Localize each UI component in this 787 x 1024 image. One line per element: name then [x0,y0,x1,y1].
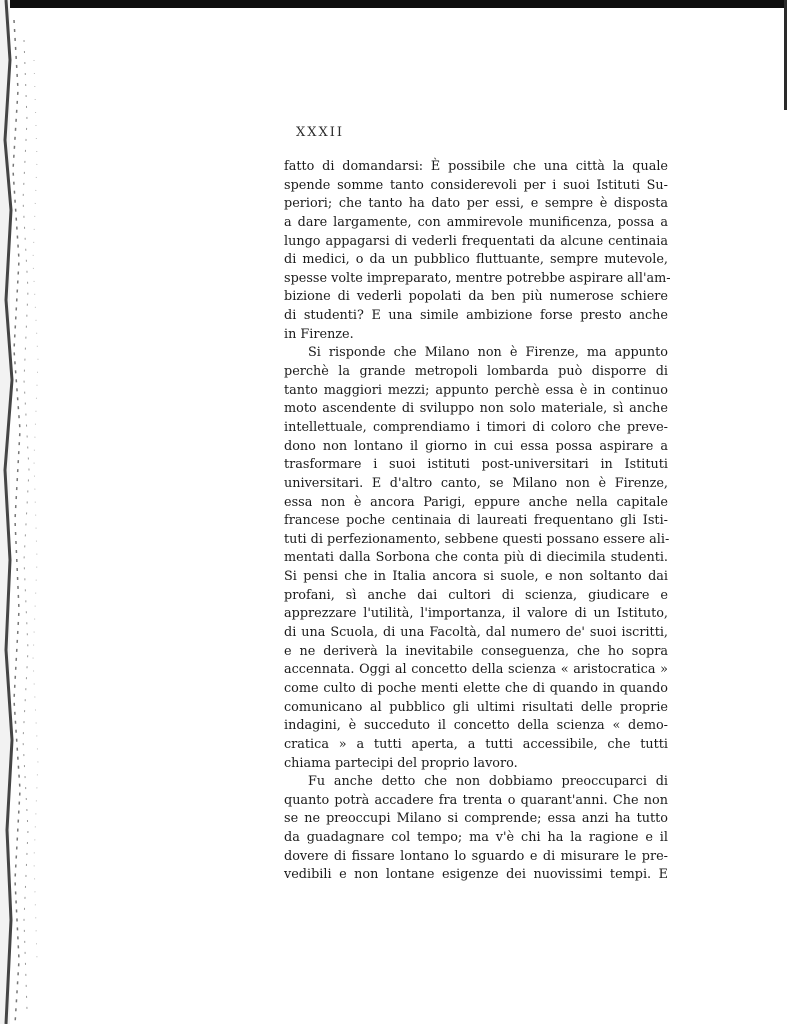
body-text [284,158,671,885]
top-scan-border [0,0,787,8]
text-line: universitari. E d'altro canto, se Milano non è Firenze, [284,475,668,491]
text-line: essa non è ancora Parigi, eppure anche nella capitale [284,494,668,510]
text-line: se ne preoccupi Milano si comprende; essa anzi ha tutto [284,811,668,827]
paragraph [284,158,671,344]
text-line: mentati dalla Sorbona che conta più di diecimila studenti. [284,550,668,566]
text-line: Fu anche detto che non dobbiamo preoccuparci di [308,774,668,790]
text-line: cratica » a tutti aperta, a tutti accessibile, che tutti [284,736,668,752]
text-line: intellettuale, comprendiamo i timori di coloro che preve- [284,419,668,435]
text-line: accennata. Oggi al concetto della scienza « aristocratica » [284,662,668,678]
text-line: francese poche centinaia di laureati frequentano gli Isti- [284,513,668,529]
text-line: Si pensi che in Italia ancora si suole, e non soltanto dai [284,569,668,585]
text-line: fatto di domandarsi: È possibile che una città la quale [284,159,668,174]
text-line: vedibili e non lontane esigenze dei nuovissimi tempi. E [284,867,668,883]
text-line: da guadagnare col tempo; ma v'è chi ha la ragione e il [284,830,668,846]
page-number: XXXII [296,125,345,140]
text-line: lungo appagarsi di vederli frequentati da alcune centinaia [284,233,668,249]
text-line: chiama partecipi del proprio lavoro. [284,755,518,771]
paragraph [284,773,668,885]
text-line: perchè la grande metropoli lombarda può disporre di [284,364,668,380]
binding-edge [0,0,48,1024]
text-line: di una Scuola, di una Facoltà, dal numero de' suoi iscritti, [284,625,668,641]
text-line: a dare largamente, con ammirevole munificenza, possa a [284,214,668,230]
text-line: apprezzare l'utilità, l'importanza, il valore di un Istituto, [284,606,668,622]
text-line: in Firenze. [284,326,354,342]
text-line: moto ascendente di sviluppo non solo materiale, sì anche [284,401,668,417]
text-line: dono non lontano il giorno in cui essa possa aspirare a [284,438,668,454]
text-line: spende somme tanto considerevoli per i suoi Istituti Su- [284,177,668,193]
paragraph [284,344,668,773]
text-line: come culto di poche menti elette che di quando in quando [284,680,668,696]
text-line: dovere di fissare lontano lo sguardo e di misurare le pre- [284,848,668,864]
text-line: indagini, è succeduto il concetto della scienza « demo- [284,718,668,734]
text-line: e ne deriverà la inevitabile conseguenza, che ho sopra [284,643,668,659]
text-line: profani, sì anche dai cultori di scienza, giudicare e [284,587,668,603]
text-line: Si risponde che Milano non è Firenze, ma appunto [308,345,668,361]
text-line: quanto potrà accadere fra trenta o quarant'anni. Che non [284,792,668,808]
text-line: periori; che tanto ha dato per essi, e sempre è disposta [284,196,668,212]
text-line: di medici, o da un pubblico fluttuante, sempre mutevole, [284,252,668,268]
text-line: trasformare i suoi istituti post-universitari in Istituti [284,457,668,473]
text-line: tuti di perfezionamento, sebbene questi possano essere ali- [284,531,670,547]
text-line: tanto maggiori mezzi; appunto perchè essa è in continuo [284,382,668,398]
text-line: spesse volte impreparato, mentre potrebbe aspirare all'am- [284,270,671,286]
text-line: comunicano al pubblico gli ultimi risultati delle proprie [284,699,668,715]
text-line: bizione di vederli popolati da ben più numerose schiere [284,289,668,305]
text-line: di studenti? E una simile ambizione forse presto anche [284,308,668,324]
